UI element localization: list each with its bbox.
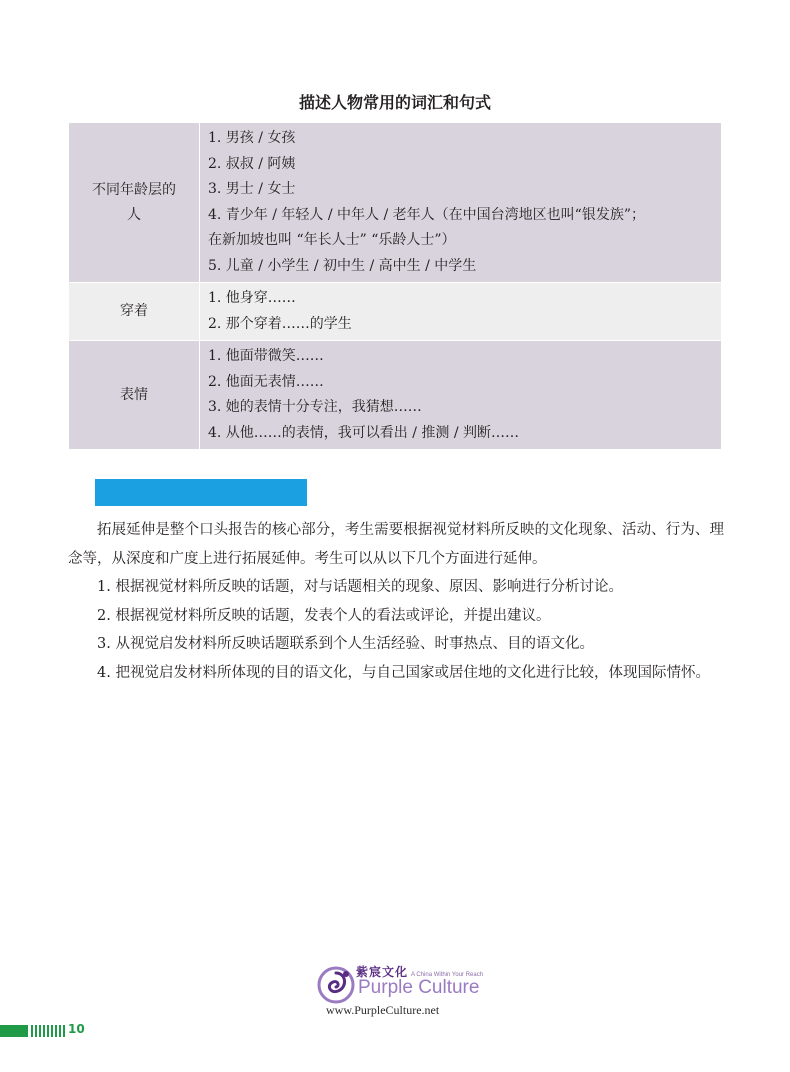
items-cell — [200, 341, 722, 450]
category-label: 表情 — [120, 386, 148, 403]
category-cell — [69, 123, 200, 283]
list-item: 1. 他身穿…… — [208, 290, 296, 306]
logo-url[interactable]: www.PurpleCulture.net — [326, 1003, 440, 1017]
category-cell — [69, 341, 200, 450]
logo-tagline: A China Within Your Reach — [411, 972, 484, 978]
list-item: 1. 他面带微笑…… — [208, 348, 324, 364]
section-heading-bar — [95, 479, 307, 506]
purple-culture-logo — [316, 963, 496, 1023]
table-row-clothing — [69, 283, 722, 341]
items-cell — [200, 283, 722, 341]
list-item: 2. 他面无表情…… — [208, 373, 324, 390]
footer-green-bar — [0, 1025, 28, 1037]
table-row-expression — [69, 341, 722, 450]
logo-cn: 紫宸文化 — [356, 965, 409, 979]
list-item: 4. 从他……的表情，我可以看出 / 推测 / 判断…… — [208, 424, 520, 441]
category-cell — [69, 283, 200, 341]
paragraph-point-4: 4. 把视觉启发材料所体现的目的语文化，与自己国家或居住地的文化进行比较，体现国际情怀。 — [97, 664, 710, 681]
logo-english-text: Purple Culture — [358, 977, 480, 998]
list-item: 1. 男孩 / 女孩 — [208, 130, 296, 146]
category-label: 不同年龄层的 — [92, 181, 176, 198]
list-item: 3. 男士 / 女士 — [208, 181, 296, 197]
paragraph-point-2: 2. 根据视觉材料所反映的话题，发表个人的看法或评论，并提出建议。 — [97, 607, 551, 624]
vocabulary-table — [68, 122, 722, 450]
footer-stripes — [31, 1025, 71, 1037]
body-text — [68, 516, 724, 687]
swirl-logo-icon — [316, 965, 356, 1005]
paragraph-point-1: 1. 根据视觉材料所反映的话题，对与话题相关的现象、原因、影响进行分析讨论。 — [97, 579, 623, 595]
table-title: 描述人物常用的词汇和句式 — [298, 93, 491, 112]
paragraph-intro: 拓展延伸是整个口头报告的核心部分，考生需要根据视觉材料所反映的文化现象、活动、行为、理念等，从深度和广度上进行拓展延伸。考生可以从以下几个方面进行延伸。 — [68, 522, 724, 567]
list-item: 2. 那个穿着……的学生 — [208, 315, 352, 332]
category-label: 穿着 — [120, 303, 148, 319]
table-row-age-groups — [69, 123, 722, 283]
page-number: 10 — [68, 1022, 85, 1036]
items-cell — [200, 123, 722, 283]
list-item: 2. 叔叔 / 阿姨 — [208, 155, 296, 172]
list-item: 5. 儿童 / 小学生 / 初中生 / 高中生 / 中学生 — [208, 257, 477, 274]
list-item: 4. 青少年 / 年轻人 / 中年人 / 老年人（在中国台湾地区也叫“银发族”； — [208, 206, 645, 223]
list-item: 在新加坡也叫 “年长人士” “乐龄人士”） — [208, 232, 456, 248]
paragraph-point-3: 3. 从视觉启发材料所反映话题联系到个人生活经验、时事热点、目的语文化。 — [97, 636, 594, 652]
list-item: 3. 她的表情十分专注，我猜想…… — [208, 399, 422, 415]
category-label-cont: 人 — [127, 206, 141, 223]
